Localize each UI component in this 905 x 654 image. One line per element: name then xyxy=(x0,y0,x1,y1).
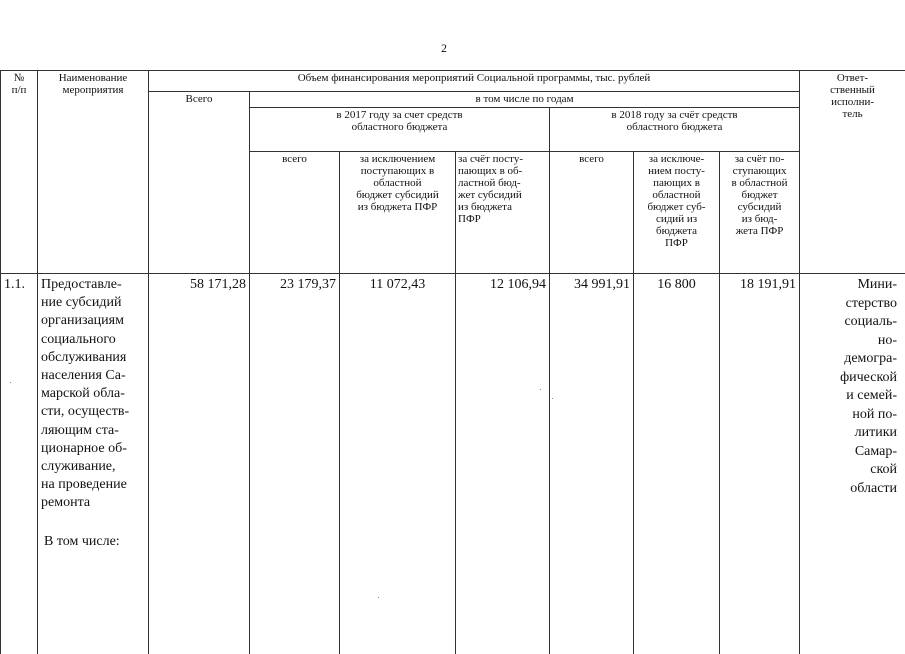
scan-speck xyxy=(540,389,541,390)
header-number: № п/п xyxy=(1,71,38,274)
financing-table xyxy=(0,70,905,654)
row-2017-excluding-pfr: 11 072,43 xyxy=(340,274,456,654)
header-year-2018: в 2018 году за счёт средств областного бюджета xyxy=(550,108,800,152)
header-responsible: Ответ- ственный исполни- тель xyxy=(800,71,905,274)
header-2018-excluding-pfr: за исключе- нием посту- пающих в областной бюджет суб- сидий из бюджета ПФР xyxy=(634,152,720,274)
header-2017-total: всего xyxy=(250,152,340,274)
row-measure-name: Предоставле- ние субсидий организациям социального обслуживания населения Са- марской обла- сти, осуществ- ляющим ста- ционарное об- служивание, на проведение ремонта xyxy=(38,274,149,654)
in-total-label: В том числе: xyxy=(44,534,120,549)
header-2018-total: всего xyxy=(550,152,634,274)
row-2018-excluding-pfr: 16 800 xyxy=(634,274,720,654)
scan-speck xyxy=(552,398,553,399)
header-2018-pfr: за счёт по- ступающих в областной бюджет субсидий из бюд- жета ПФР xyxy=(720,152,800,274)
header-2017-pfr: за счёт посту- пающих в об- ластной бюд- жет субсидий из бюджета ПФР xyxy=(456,152,550,274)
row-number: 1.1. xyxy=(1,274,38,654)
header-by-years: в том числе по годам xyxy=(250,92,800,108)
scan-speck xyxy=(10,382,11,383)
scan-speck xyxy=(378,597,379,598)
header-total: Всего xyxy=(149,92,250,274)
row-responsible: Мини- стерство социаль- но- демогра- фической и семей- ной по- литики Самар- ской области xyxy=(800,274,905,654)
row-2018-pfr: 18 191,91 xyxy=(720,274,800,654)
header-measure-name: Наименование мероприятия xyxy=(38,71,149,274)
header-2017-excluding-pfr: за исключением поступающих в областной бюджет субсидий из бюджета ПФР xyxy=(340,152,456,274)
row-2017-total: 23 179,37 xyxy=(250,274,340,654)
row-2017-pfr: 12 106,94 xyxy=(456,274,550,654)
page-number: 2 xyxy=(441,41,447,55)
row-2018-total: 34 991,91 xyxy=(550,274,634,654)
header-financing-volume: Объем финансирования мероприятий Социальной программы, тыс. рублей xyxy=(149,71,800,92)
row-total: 58 171,28 xyxy=(149,274,250,654)
header-year-2017: в 2017 году за счет средств областного бюджета xyxy=(250,108,550,152)
